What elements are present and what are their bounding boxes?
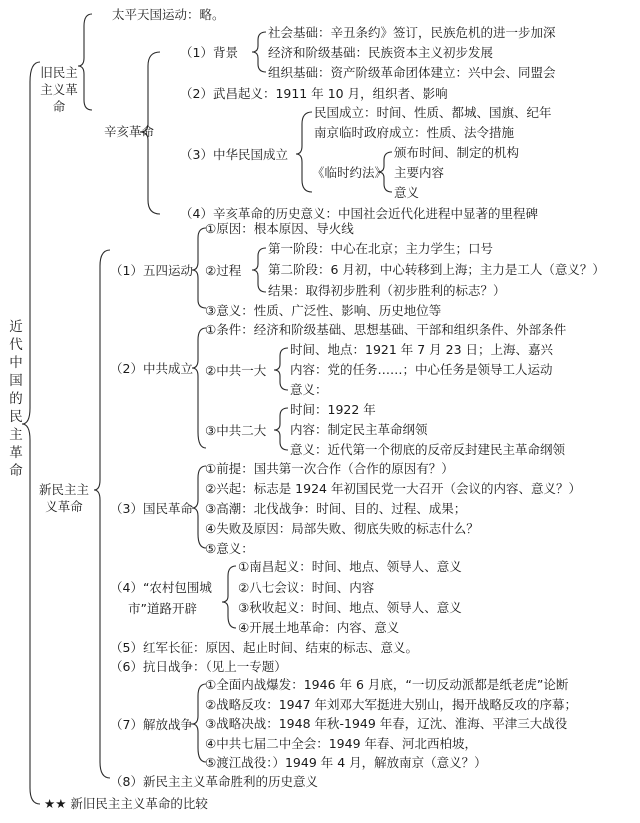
national-item: ④失败及原因：局部失败、彻底失败的标志什么？ (205, 521, 479, 536)
liberation-label: （7）解放战争 (110, 717, 193, 732)
rural-item: ④开展土地革命：内容、意义 (238, 620, 400, 635)
bracket-national (192, 466, 206, 548)
bracket-root (22, 62, 40, 804)
liberation-item: ⑤渡江战役：）1949 年 4 月，解放南京（意义？） (205, 755, 487, 770)
bracket-rural (222, 566, 236, 628)
bracket-background (252, 32, 266, 72)
liberation-item: ③战略决战：1948 年秋-1949 年春，辽沈、淮海、平津三大战役 (205, 716, 568, 731)
rural-item: ②八七会议：时间、内容 (238, 580, 375, 595)
bracket-first (274, 348, 288, 390)
ccp-second-item: 时间：1922 年 (290, 402, 376, 417)
national-item: ②兴起：标志是 1924 年初国民党一大召开（会议的内容、意义？） (205, 481, 581, 496)
rural-item: ①南昌起义：时间、地点、领导人、意义 (238, 559, 462, 574)
bracket-ccp (192, 328, 206, 448)
ccp-first-item: 内容：党的任务……；中心任务是领导工人运动 (290, 362, 553, 377)
may-fourth-process-label: ②过程 (205, 263, 242, 278)
taiping-item: 太平天国运动：略。 (112, 7, 225, 22)
background-item: 社会基础：辛丑条约》签订，民族危机的进一步加深 (268, 25, 556, 40)
old-revolution-title: 旧民主主义革命 (40, 65, 78, 114)
rural-label: 市”道路开辟 (128, 601, 197, 616)
background-item: 组织基础：资产阶级革命团体建立：兴中会、同盟会 (268, 65, 556, 80)
ccp-second-label: ③中共二大 (205, 423, 267, 438)
rural-item: ③秋收起义：时间、地点、领导人、意义 (238, 600, 462, 615)
may-fourth-meaning: ③意义：性质、广泛性、影响、历史地位等 (205, 303, 442, 318)
liberation-item: ①全面内战爆发：1946 年 6 月底，“一切反动派都是纸老虎”论断 (205, 677, 569, 692)
new-significance-item: （8）新民主主义革命胜利的历史意义 (110, 774, 318, 789)
wuchang-item: （2）武昌起义：1911 年 10 月，组织者、影响 (180, 86, 448, 101)
long-march-item: （5）红军长征：原因、起止时间、结束的标志、意义。 (110, 640, 418, 655)
anti-japan-item: （6）抗日战争：（见上一专题） (110, 659, 287, 674)
constitution-label: 《临时约法》 (312, 165, 388, 180)
may-fourth-stage: 第二阶段：6 月初，中心转移到上海；主力是工人（意义？） (268, 262, 605, 277)
bracket-second (274, 408, 288, 450)
ccp-label: （2）中共成立 (110, 361, 193, 376)
ccp-first-label: ②中共一大 (205, 363, 267, 378)
national-label: （3）国民革命 (110, 501, 193, 516)
xinhai-title: 辛亥革命 (104, 124, 155, 139)
ccp-second-item: 内容：制定民主革命纲领 (290, 422, 428, 437)
root-title: 近代中国的民主革命 (9, 319, 23, 479)
constitution-item: 意义 (394, 185, 420, 200)
ccp-conditions: ①条件：经济和阶级基础、思想基础、干部和组织条件、外部条件 (205, 322, 567, 337)
may-fourth-cause: ①原因：根本原因、导火线 (205, 221, 354, 236)
founding-item: 民国成立：时间、性质、都城、国旗、纪年 (314, 105, 552, 120)
background-label: （1）背景 (180, 45, 238, 60)
national-item: ①前提：国共第一次合作（合作的原因有？） (205, 461, 454, 476)
bracket-process (252, 248, 266, 292)
comparison-item: ★★ 新旧民主主义革命的比较 (44, 796, 208, 811)
bracket-may-fourth (192, 228, 206, 308)
xinhai-significance: （4）辛亥革命的历史意义：中国社会近代化进程中显著的里程碑 (180, 206, 538, 221)
bracket-liberation (192, 684, 206, 762)
founding-label: （3）中华民国成立 (180, 147, 288, 162)
ccp-first-item: 时间、地点：1921 年 7 月 23 日；上海、嘉兴 (290, 342, 554, 357)
ccp-first-item: 意义： (290, 382, 328, 397)
constitution-item: 颁布时间、制定的机构 (394, 145, 520, 160)
liberation-item: ②战略反攻：1947 年刘邓大军挺进大别山，揭开战略反攻的序幕； (205, 697, 577, 712)
rural-label: （4）“农村包围城 (110, 580, 212, 595)
liberation-item: ④中共七届二中全会：1949 年春、河北西柏坡， (205, 736, 477, 751)
national-item: ⑤意义： (205, 541, 254, 556)
bracket-founding (296, 112, 312, 192)
national-item: ③高潮：北伐战争：时间、目的、过程、成果； (205, 501, 467, 516)
constitution-item: 主要内容 (394, 165, 445, 180)
founding-item: 南京临时政府成立：性质、法令措施 (314, 125, 515, 140)
new-revolution-title: 新民主主义革命 (38, 482, 89, 514)
background-item: 经济和阶级基础：民族资本主义初步发展 (268, 45, 494, 60)
bracket-new (94, 250, 110, 778)
may-fourth-label: （1）五四运动 (110, 263, 193, 278)
may-fourth-stage: 第一阶段：中心在北京；主力学生；口号 (268, 241, 494, 256)
ccp-second-item: 意义：近代第一个彻底的反帝反封建民主革命纲领 (290, 442, 566, 457)
may-fourth-stage: 结果：取得初步胜利（初步胜利的标志？） (268, 283, 506, 298)
